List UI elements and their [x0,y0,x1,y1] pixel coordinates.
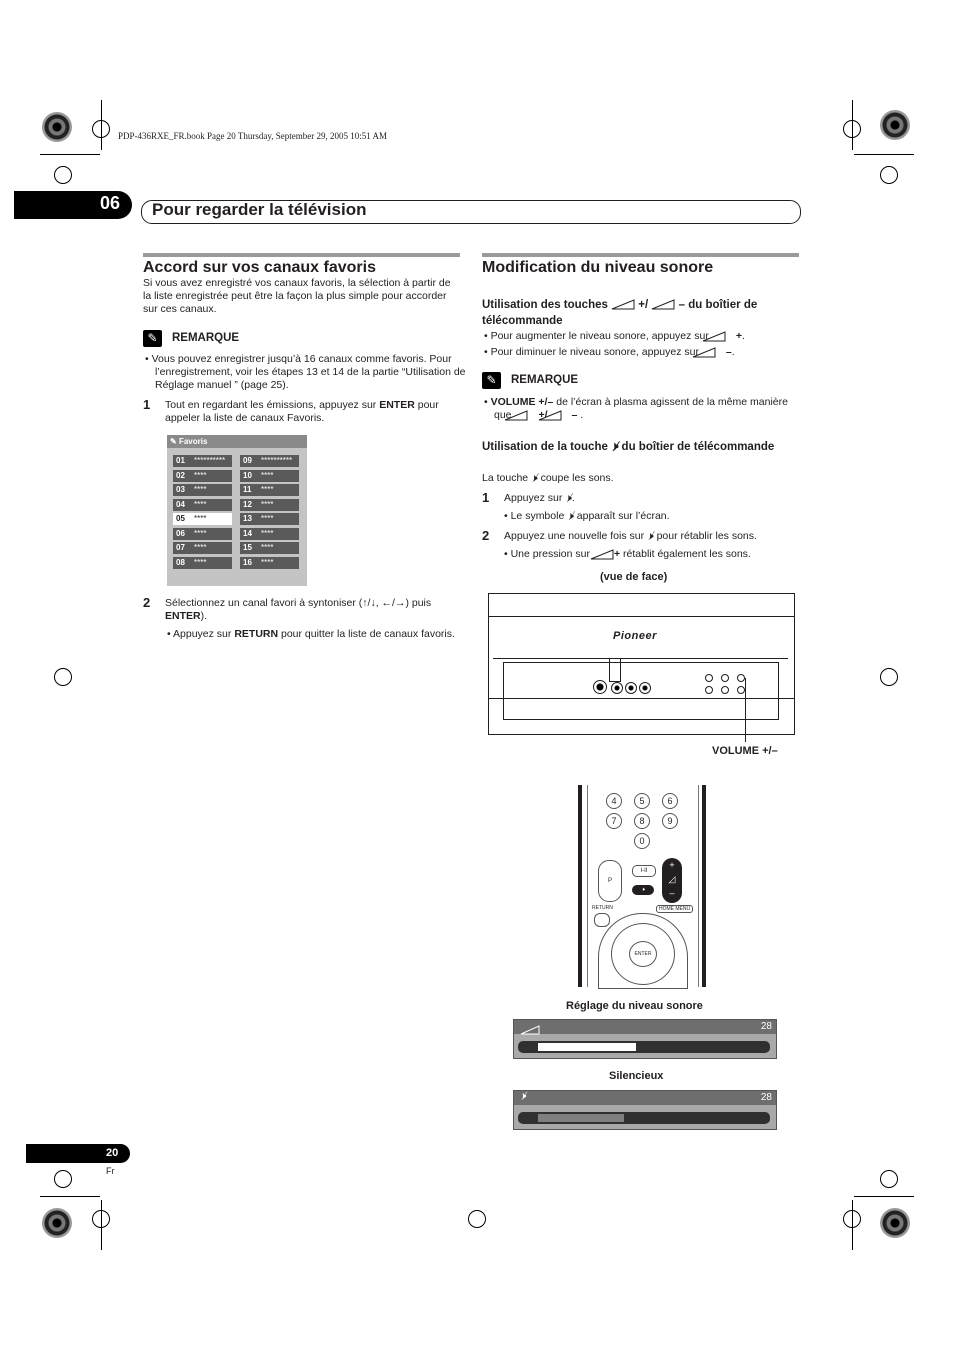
favoris-channel-08[interactable] [173,557,232,569]
channel-number: 03 [176,485,185,494]
favoris-channel-13[interactable] [240,513,299,525]
crop-line [854,1196,914,1197]
channel-number: 01 [176,456,185,465]
mute-icon: 🕨̸ [647,530,654,542]
favoris-channel-09[interactable] [240,455,299,467]
channel-name: **** [261,514,274,523]
channel-number: 11 [243,485,252,494]
crop-line [101,1200,102,1250]
mute-icon: 🕨̸ [520,1091,527,1102]
crosshair-mark [54,668,72,686]
channel-name: ********** [194,456,226,465]
note-icon: ✎ [482,372,501,389]
section-bar [482,253,799,257]
favoris-title: ✎ Favoris [170,437,208,446]
remote-illustration [578,785,706,987]
volume-level-fill [538,1043,636,1051]
chapter-title: Pour regarder la télévision [152,200,367,219]
channel-number: 16 [243,557,252,567]
enter-button: ENTER [629,941,657,967]
crop-line [852,100,853,150]
channel-number: 15 [243,543,252,552]
channel-number: 06 [176,528,185,538]
osd-mute-caption: Silencieux [609,1070,664,1082]
remote-key-9: 9 [662,813,678,829]
mute-button: 🕨 [632,885,654,895]
osd-volume-caption: Réglage du niveau sonore [566,1000,703,1012]
standby-button [705,674,713,682]
step-1-a: Tout en regardant les émissions, appuyez sur [165,399,377,411]
step-2-text: Appuyez une nouvelle fois sur 🕨̸ pour rétablir les sons. [504,530,757,542]
volume-minus-button [737,686,745,694]
channel-name: **** [194,528,207,538]
i-ii-button: I-II [632,865,656,877]
section-bar [143,253,460,257]
remote-key-0: 0 [634,833,650,849]
crosshair-mark [880,166,898,184]
mute-text: La touche 🕨̸ coupe les sons. [482,472,614,484]
favoris-channel-10[interactable] [240,470,299,482]
channel-number: 09 [243,456,252,465]
tv-front-illustration [488,593,795,735]
channel-name: ********** [261,456,293,465]
volume-icon [702,347,726,358]
channel-name: **** [194,485,207,494]
step-1-text [165,399,465,425]
volume-rocker: + ◿ – [662,858,682,903]
return-label: RETURN [592,905,613,911]
channel-number: 08 [176,557,185,567]
language-code: Fr [106,1166,115,1176]
power-button [705,686,713,694]
crop-line [101,100,102,150]
volume-icon [590,549,614,560]
favoris-channel-05[interactable] [173,513,232,525]
crosshair-mark [880,1170,898,1188]
crosshair-mark [880,668,898,686]
channel-number: 07 [176,543,185,552]
favoris-channel-06[interactable] [173,528,232,540]
channel-button [721,674,729,682]
channel-number: 02 [176,470,185,480]
mute-icon: 🕨̸ [565,492,572,504]
crosshair-mark [468,1210,486,1228]
remote-key-4: 4 [606,793,622,809]
av-jack [625,682,637,694]
favoris-channel-07[interactable] [173,542,232,554]
channel-number: 13 [243,514,252,523]
channel-name: **** [261,528,274,538]
channel-number: 10 [243,470,252,480]
volume-icon [548,410,572,421]
step-number: 1 [482,490,490,505]
note-bullet: • VOLUME +/– de l’écran à plasma agissent de la même manière que +/ – . [484,396,788,421]
step-number: 1 [143,397,151,412]
note-label: REMARQUE [172,332,240,344]
channel-name: **** [261,470,274,480]
volume-plus-button [737,674,745,682]
callout-line [745,678,746,742]
favoris-channel-01[interactable] [173,455,232,467]
step-1-b: pour appeler la liste de canaux Favoris. [165,399,439,424]
channel-number: 14 [243,528,252,538]
favoris-channel-02[interactable] [173,470,232,482]
channel-name: **** [261,557,274,567]
channel-number: 05 [176,514,185,523]
volume-value: 28 [760,1092,772,1103]
chapter-number: 06 [100,193,121,213]
remote-key-6: 6 [662,793,678,809]
mute-icon: 🕨̸ [611,441,619,453]
registration-mark [880,1208,910,1238]
crop-line [854,154,914,155]
volume-icon [651,299,675,310]
book-header: PDP-436RXE_FR.book Page 20 Thursday, September 29, 2005 10:51 AM [118,131,387,141]
crosshair-mark [54,166,72,184]
remote-key-8: 8 [634,813,650,829]
home-menu-button: HOME MENU [656,905,693,913]
channel-name: **** [261,485,274,494]
volume-level-fill [538,1114,624,1122]
channel-number: 04 [176,499,185,509]
volume-value: 28 [760,1021,772,1032]
volume-icon [611,299,635,310]
channel-button [721,686,729,694]
registration-mark [42,1208,72,1238]
program-rocker: P [598,860,622,902]
return-button [594,913,610,927]
crop-line [852,1200,853,1250]
av-jack [611,682,623,694]
note-text: Vous pouvez enregistrer jusqu’à 16 canaux comme favoris. Pour l’enregistrement, voir les étapes 13 et 14 de la partie “Utilisation de Réglage manuel ” (page 25). [151,353,466,391]
crop-line [40,154,100,155]
mute-icon: 🕨̸ [567,510,574,522]
channel-name: **** [194,557,207,567]
channel-name: **** [261,499,274,509]
return-key: RETURN [234,628,279,640]
favoris-channel-03[interactable] [173,484,232,496]
channel-name: **** [194,514,207,523]
intro-text: Si vous avez enregistré vos canaux favoris, la sélection à partir de la liste enregistrée peut être la façon la plus simple pour accorder sur ces canaux. [143,277,451,315]
av-jack [593,680,607,694]
favoris-channel-16[interactable] [240,557,299,569]
step-2-text: Sélectionnez un canal favori à syntoniser (↑/↓, ←/→) puis ENTER). [165,597,432,622]
enter-key: ENTER [165,610,201,622]
volume-icon [520,1022,540,1040]
crosshair-mark [54,1170,72,1188]
remote-key-7: 7 [606,813,622,829]
step-2-a: Sélectionnez un canal favori à syntoniser ( [165,597,363,609]
favoris-channel-04[interactable] [173,499,232,511]
mute-icon: 🕨̸ [531,472,538,484]
crop-line [40,1196,100,1197]
remote-key-5: 5 [634,793,650,809]
page-number: 20 [106,1147,119,1159]
step-2-bullet: • Appuyez sur RETURN pour quitter la liste de canaux favoris. [167,628,455,640]
step-1-bullet: • Le symbole 🕨̸ apparaît sur l’écran. [504,510,670,522]
favoris-channel-12[interactable] [240,499,299,511]
volume-down-bullet: • Pour diminuer le niveau sonore, appuyez sur –. [484,346,735,358]
channel-number: 12 [243,499,252,509]
channel-name: **** [194,470,207,480]
note-bullet: • Vous pouvez enregistrer jusqu’à 16 canaux comme favoris. Pour l’enregistrement, voir les étapes 13 et 14 de la partie “Utilisation de Réglage manuel ” (page 25). [145,353,466,391]
arrow-up-down-icon: ↑/↓, ←/→ [362,597,406,609]
section-title: Accord sur vos canaux favoris [143,259,376,276]
favoris-channel-14[interactable] [240,528,299,540]
step-2-bullet: • Une pression sur + rétablit également les sons. [504,548,751,560]
volume-icon [712,331,736,342]
step-number: 2 [482,528,490,543]
channel-name: **** [261,543,274,552]
favoris-channel-11[interactable] [240,484,299,496]
section-title: Modification du niveau sonore [482,259,714,276]
volume-up-bullet: • Pour augmenter le niveau sonore, appuyez sur +. [484,330,745,342]
enter-key: ENTER [379,399,415,411]
osd-volume-bar [513,1019,777,1059]
subheading-mute: Utilisation de la touche 🕨̸ du boîtier de télécommande [482,441,775,453]
front-view-caption: (vue de face) [600,571,668,583]
volume-icon [514,410,538,421]
step-number: 2 [143,595,151,610]
step-1-text: Appuyez sur 🕨̸. [504,492,575,504]
brand-logo: Pioneer [613,630,657,642]
subheading-volume-keys: Utilisation des touches +/ – du boîtier de télécommande [482,299,758,327]
note-label: REMARQUE [511,374,579,386]
registration-mark [880,110,910,140]
channel-name: **** [194,499,207,509]
volume-caption: VOLUME +/– [712,745,778,757]
channel-name: **** [194,543,207,552]
registration-mark [42,112,72,142]
av-jack [639,682,651,694]
favoris-channel-15[interactable] [240,542,299,554]
step-2-b: ) puis [405,597,432,609]
osd-mute-bar [513,1090,777,1130]
note-icon: ✎ [143,330,162,347]
